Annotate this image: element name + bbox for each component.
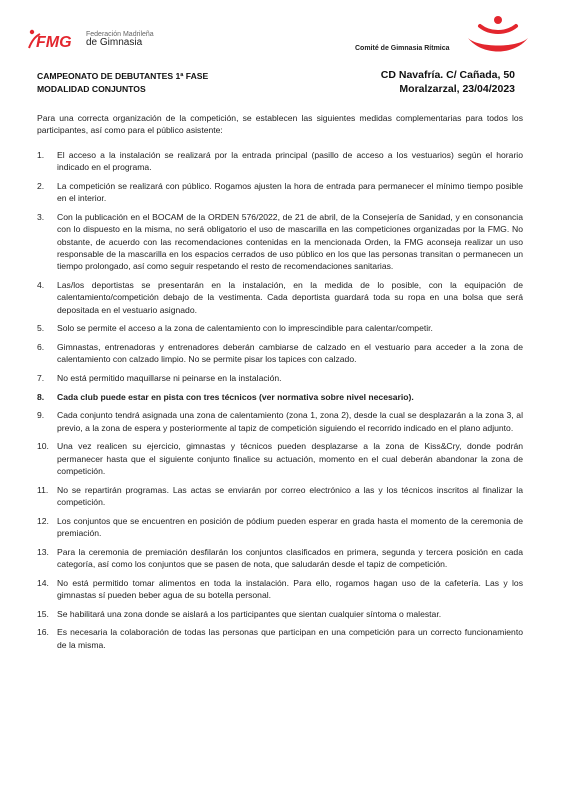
federation-name-line2: de Gimnasia (86, 36, 143, 48)
list-item-number: 13. (37, 546, 49, 557)
list-item-text: Se habilitará una zona donde se aislará a los participantes que sientan cualquier síntoma o malestar. (57, 608, 442, 619)
list-item (37, 577, 523, 602)
list-item-text: No está permitido tomar alimentos en toda la instalación. Para ello, rogamos hagan uso de la cafetería. Las y los gimnastas sí pueden beber agua de su botella personal. (57, 577, 523, 601)
document-body (37, 112, 523, 657)
federation-name-line1: Federación Madrileña (86, 30, 154, 38)
venue-date: Moralzarzal, 23/04/2023 (399, 83, 515, 95)
list-item-text: El acceso a la instalación se realizará por la entrada principal (pasillo de acceso a los vestuarios) según el horario indicado en el programa. (57, 149, 523, 173)
event-title: CAMPEONATO DE DEBUTANTES 1ª FASE (37, 71, 209, 81)
list-item (37, 322, 523, 334)
rules-list (37, 149, 523, 651)
list-item (37, 149, 523, 174)
list-item-text: Cada conjunto tendrá asignada una zona de calentamiento (zona 1, zona 2), desde la cual se desplazarán a la zona 3, al previo, a la zona de espera y posteriormente al tapiz de competición siguiendo el recorrido indicado en el plano adjunto. (57, 410, 523, 433)
list-item-number: 2. (37, 180, 45, 191)
list-item-text: Las/los deportistas se presentarán en la instalación, en la medida de lo posible, con la equipación de calentamiento/competición debajo de la vestimenta. Cada deportista guardará toda su ropa en una bolsa que será depositada en el vestuario asignado. (57, 280, 523, 315)
list-item (37, 484, 523, 509)
intro-paragraph: Para una correcta organización de la competición, se establecen las siguientes medidas complementarias para todos los participantes, así como para el público asistente: (37, 113, 523, 136)
list-item (37, 279, 523, 316)
list-item-number: 1. (37, 149, 45, 160)
list-item-number: 12. (37, 515, 49, 526)
list-item-number: 15. (37, 608, 49, 619)
list-item-text: Con la publicación en el BOCAM de la ORDEN 576/2022, de 21 de abril, de la Consejería de Sanidad, y en consonancia con lo dispuesto en la misma, no será obligatorio el uso de mascarilla en las competiciones organizadas por la FMG. No obstante, de acuerdo con las recomendaciones contenidas en la mencionada Orden, la FMG aconseja realizar un uso responsable de la mascarilla en los espacios cerrados de uso público en los que las personas transitan o permanecen un tiempo prolongado, así como seguir respetando el resto de recomendaciones sanitarias. (57, 211, 523, 272)
venue-address: CD Navafría. C/ Cañada, 50 (380, 69, 515, 81)
committee-name: Comité de Gimnasia Rítmica (355, 45, 450, 52)
venue-block (381, 68, 515, 96)
list-item-number: 7. (37, 373, 45, 384)
list-item (37, 180, 523, 205)
list-item-number: 6. (37, 342, 45, 353)
list-item-number: 4. (37, 280, 45, 291)
list-item-text: Es necesaria la colaboración de todas las personas que participan en una competición para un correcto funcionamiento de la misma. (57, 627, 523, 650)
event-title-block (37, 70, 208, 96)
list-item (37, 515, 523, 540)
list-item-text: Gimnastas, entrenadoras y entrenadores deberán cambiarse de calzado en el vestuario para acceder a la zona de calentamiento con calzado limpio. No se permite pisar los tapices con calzado. (57, 342, 523, 365)
list-item (37, 626, 523, 651)
list-item-text: Solo se permite el acceso a la zona de calentamiento con lo imprescindible para calentar/competir. (57, 323, 433, 334)
list-item-text: Los conjuntos que se encuentren en posición de pódium pueden esperar en grada hasta el momento de la ceremonia de premiación. (57, 515, 523, 539)
list-item (37, 409, 523, 434)
list-item-number: 10. (37, 441, 49, 452)
list-item (37, 211, 523, 273)
list-item (37, 440, 523, 477)
list-item-text: Una vez realicen su ejercicio, gimnastas y técnicos pueden desplazarse a la zona de Kiss&Cry, donde podrán permanecer hasta que el siguiente conjunto finalice su actuación, momento en el cual deberán abandonar la zona de competición. (57, 441, 523, 477)
fmg-logo-icon (26, 26, 82, 52)
list-item-text: No se repartirán programas. Las actas se enviarán por correo electrónico a las y los técnicos inscritos al finalizar la competición. (57, 484, 523, 508)
list-item-text: La competición se realizará con público. Rogamos ajusten la hora de entrada para permanecer el mínimo tiempo posible en el interior. (57, 180, 523, 204)
list-item (37, 608, 523, 620)
list-item-number: 16. (37, 627, 49, 638)
list-item-number: 14. (37, 577, 49, 588)
list-item (37, 391, 523, 403)
list-item-text: Para la ceremonia de premiación desfilarán los conjuntos clasificados en primera, segunda y tercera posición en cada categoría, así como los conjuntos que se pasen de nota, que saludarán desde el tapiz de competición. (57, 546, 523, 570)
fmg-logo (26, 26, 154, 52)
event-modality: MODALIDAD CONJUNTOS (37, 84, 146, 94)
list-item-number: 5. (37, 323, 45, 334)
list-item-number: 11. (37, 484, 49, 495)
list-item-number: 8. (37, 391, 45, 402)
list-item-number: 9. (37, 410, 45, 421)
list-item (37, 372, 523, 384)
list-item-number: 3. (37, 211, 45, 222)
fmg-logo-mark: FMG (36, 34, 72, 51)
list-item-text: No está permitido maquillarse ni peinarse en la instalación. (57, 373, 282, 384)
list-item (37, 341, 523, 366)
gymnast-ribbon-icon (466, 14, 530, 58)
list-item (37, 546, 523, 571)
list-item-text: Cada club puede estar en pista con tres técnicos (ver normativa sobre nivel necesario). (57, 391, 414, 402)
